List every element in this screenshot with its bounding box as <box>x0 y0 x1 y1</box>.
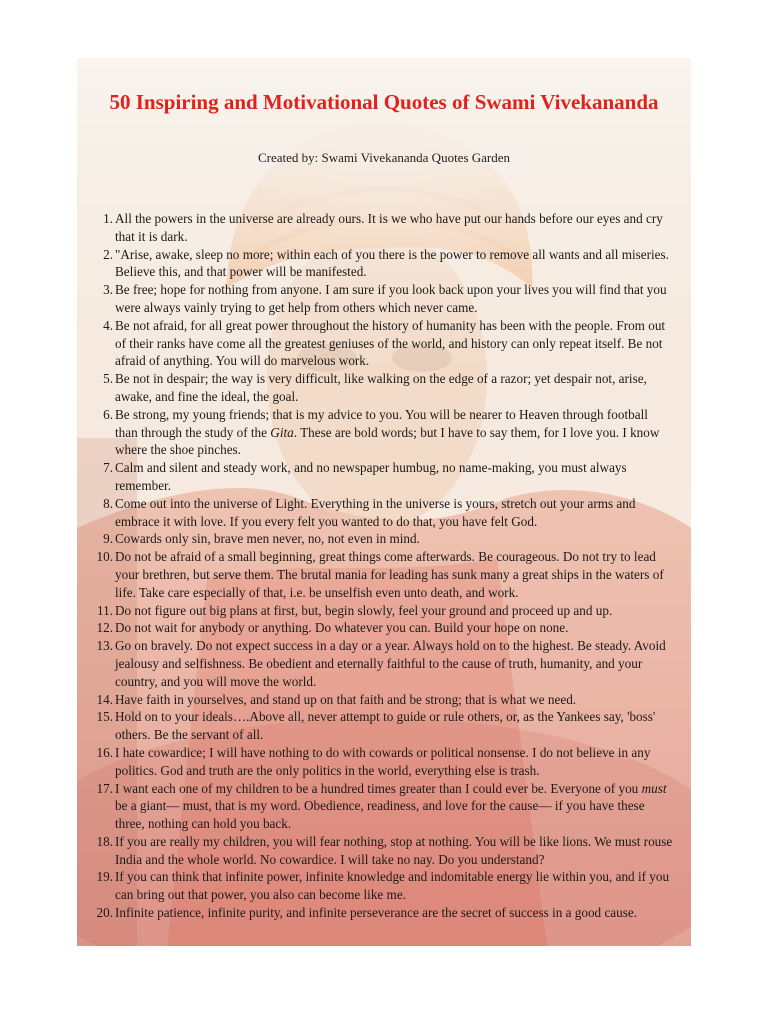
quote-text: Do not be afraid of a small beginning, great things come afterwards. Be courageous. Do not try to lead your brethren, but serve them. The brutal mania for leading has sunk many a great ships in the waters of life. Take care especially of that, i.e. be unselfish even unto death, and work. <box>115 549 664 600</box>
quote-text: I want each one of my children to be a hundred times greater than I could ever be. Everyone of you <box>115 780 642 796</box>
list-number: 13. <box>96 638 113 654</box>
list-item <box>77 281 691 317</box>
list-item <box>77 495 691 531</box>
list-number: 20. <box>96 905 113 921</box>
quote-text: Be not afraid, for all great power throughout the history of humanity has been with the people. From out of their ranks have come all the greatest geniuses of the world, and history can only repeat itself. Be not afraid of anything. You will do marvelous work. <box>115 317 666 369</box>
list-number: 2. <box>103 246 113 262</box>
list-item <box>77 904 691 922</box>
emphasis-text: Gita <box>270 424 294 440</box>
list-number: 11. <box>97 602 113 618</box>
quote-text: . These are bold words; but I have to say them, for I love you. I know where the shoe pinches. <box>115 424 660 458</box>
quote-text: If you can think that infinite power, infinite knowledge and indomitable energy lie within you, and if you can bring out that power, you also can become like me. <box>115 869 670 903</box>
list-item <box>77 868 691 904</box>
list-item <box>77 210 691 246</box>
list-number: 18. <box>96 833 113 849</box>
list-number: 6. <box>103 406 113 422</box>
quote-text: Go on bravely. Do not expect success in a day or a year. Always hold on to the highest. Be steady. Avoid jealousy and selfishness. Be obedient and eternally faithful to the cause of truth, humanity, and your country, and you will move the world. <box>115 638 666 689</box>
list-item <box>77 406 691 459</box>
emphasis-text: must <box>641 780 667 796</box>
quote-text: Be not in despair; the way is very difficult, like walking on the edge of a razor; yet despair not, arise, awake, and fine the ideal, the goal. <box>115 371 647 404</box>
quote-text: Calm and silent and steady work, and no newspaper humbug, no name-making, you must always remember. <box>115 460 627 493</box>
list-number: 17. <box>96 780 113 796</box>
list-number: 10. <box>96 549 113 565</box>
quote-text: Do not wait for anybody or anything. Do whatever you can. Build your hope on none. <box>115 620 569 636</box>
document-content <box>77 58 691 946</box>
list-number: 9. <box>103 531 113 547</box>
quote-text: Come out into the universe of Light. Everything in the universe is yours, stretch out your arms and embrace it with love. If you every felt you wanted to do that, you have felt God. <box>115 495 636 529</box>
list-item <box>77 548 691 601</box>
list-number: 19. <box>96 869 113 885</box>
quote-text: be a giant— must, that is my word. Obedience, readiness, and love for the cause— if you have these three, nothing can hold you back. <box>115 798 645 832</box>
quote-text: Infinite patience, infinite purity, and infinite perseverance are the secret of success in a good cause. <box>115 905 638 921</box>
quote-text: Cowards only sin, brave men never, no, not even in mind. <box>115 531 420 547</box>
list-item <box>77 619 691 637</box>
list-item <box>77 833 691 869</box>
quote-text: Be free; hope for nothing from anyone. I am sure if you look back upon your lives you will find that you were always vainly trying to get help from others which never came. <box>115 282 667 315</box>
list-number: 16. <box>96 744 113 760</box>
list-item <box>77 530 691 548</box>
list-item <box>77 602 691 620</box>
quote-text: If you are really my children, you will fear nothing, stop at nothing. You will be like lions. We must rouse India and the whole world. No cowardice. I will take no nay. Do you understand? <box>115 833 673 867</box>
list-item <box>77 637 691 690</box>
document-subtitle: Created by: Swami Vivekananda Quotes Garden <box>257 150 511 165</box>
quote-text: Hold on to your ideals….Above all, never attempt to guide or rule others, or, as the Yankees say, 'boss' others. Be the servant of all. <box>115 709 656 743</box>
list-item <box>77 459 691 495</box>
quote-text: I hate cowardice; I will have nothing to do with cowards or political nonsense. I do not believe in any politics. God and truth are the only politics in the world, everything else is trash. <box>115 744 651 778</box>
document-page <box>77 58 691 946</box>
list-number: 8. <box>103 495 113 511</box>
list-number: 3. <box>103 282 113 298</box>
quotes-list <box>77 210 691 922</box>
quote-text: Have faith in yourselves, and stand up on that faith and be strong; that is what we need. <box>115 691 577 707</box>
quote-text: "Arise, awake, sleep no more; within each of you there is the power to remove all wants and all miseries. Believe this, and that power will be manifested. <box>115 246 669 280</box>
list-number: 4. <box>103 317 113 333</box>
list-number: 14. <box>96 691 113 707</box>
list-item <box>77 317 691 370</box>
list-item <box>77 246 691 282</box>
list-number: 1. <box>103 211 113 226</box>
quote-text: All the powers in the universe are already ours. It is we who have put our hands before our eyes and cry that it is dark. <box>115 211 663 244</box>
list-number: 15. <box>96 709 113 725</box>
list-item <box>77 691 691 709</box>
list-number: 12. <box>96 620 113 636</box>
list-number: 5. <box>103 371 113 387</box>
quote-text: Do not figure out big plans at first, but, begin slowly, feel your ground and proceed up and up. <box>115 602 613 618</box>
list-number: 7. <box>103 460 113 476</box>
quote-text: Be strong, my young friends; that is my advice to you. You will be nearer to Heaven through football than through the study of the <box>115 406 648 440</box>
list-item <box>77 780 691 833</box>
list-item <box>77 708 691 744</box>
list-item <box>77 744 691 780</box>
document-title: 50 Inspiring and Motivational Quotes of Swami Vivekananda <box>109 90 659 114</box>
list-item <box>77 370 691 406</box>
